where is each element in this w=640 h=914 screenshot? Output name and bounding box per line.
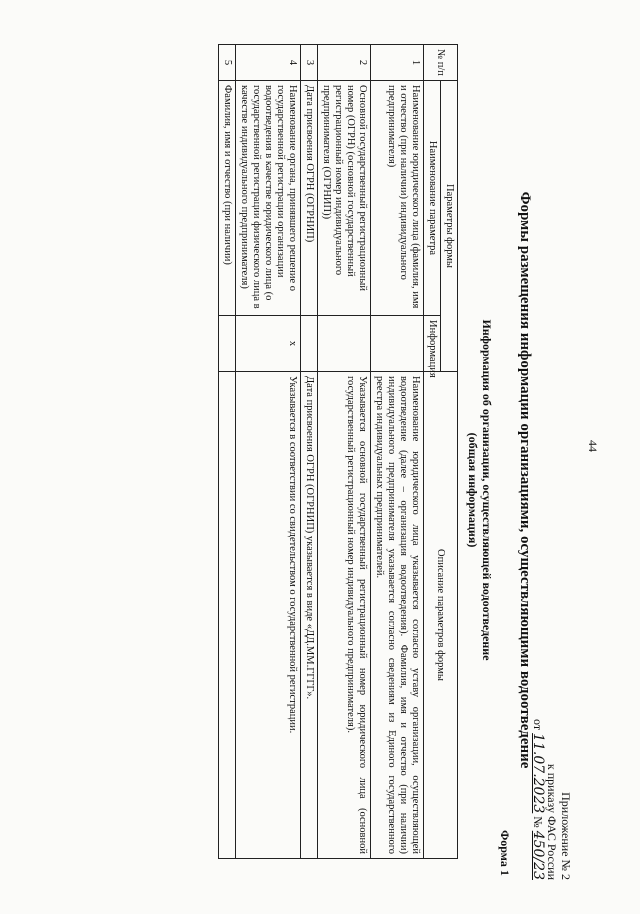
header-num: № п/п <box>424 45 458 81</box>
date-prefix: от <box>531 719 545 731</box>
table-header-row-1 <box>441 45 458 859</box>
table-row <box>318 45 371 859</box>
row-num: 3 <box>301 45 318 81</box>
table-row <box>301 45 318 859</box>
row-info: x <box>236 316 301 372</box>
document-title: Формы размещения информации организациями, осуществляющими водоотведение <box>517 191 533 769</box>
row-info <box>371 316 424 372</box>
row-desc: Указывается основной государственный регистрационный номер юридического лица (основной государственный регистрационный номер индивидуального предпринимателя). <box>318 372 371 859</box>
form-label: Форма 1 <box>498 830 512 876</box>
form-subtitle <box>466 250 494 730</box>
row-name: Фамилия, имя и отчество (при наличии) <box>219 81 236 316</box>
page-number: 44 <box>586 440 600 452</box>
row-name: Основной государственный регистрационный номер (ОГРН) (основной государственный регистрационный номер индивидуального предпринимателя (ОГРНИП)) <box>318 81 371 316</box>
parameters-table <box>218 44 458 859</box>
appendix-block <box>531 700 573 880</box>
row-name: Дата присвоения ОГРН (ОГРНИП) <box>301 81 318 316</box>
row-desc <box>219 372 236 859</box>
header-group: Параметры формы <box>441 81 458 372</box>
appendix-date-number <box>531 700 545 880</box>
header-desc: Описание параметров формы <box>424 372 458 859</box>
row-name: Наименование органа, принявшего решение о государственной регистрации организации водоотведения в качестве юридического лица (о государственной регистрации физического лица в качестве индивидуального предпринимателя) <box>236 81 301 316</box>
subtitle-line-1: Информация об организации, осуществляющей водоотведение <box>480 319 494 661</box>
table-row <box>219 45 236 859</box>
row-info <box>219 316 236 372</box>
table-row <box>371 45 424 859</box>
row-desc: Наименование юридического лица указывается согласно уставу организации, осуществляющей водоотведение (далее – организация водоотведения). Фамилия, имя и отчество (при наличии) индивидуального предпринимателя указывается согласно сведениям из Единого государственного реестра индивидуальных предпринимателей. <box>371 372 424 859</box>
row-info <box>318 316 371 372</box>
header-info: Информация <box>424 316 441 372</box>
row-num: 4 <box>236 45 301 81</box>
handwritten-number: 450/23 <box>530 830 546 880</box>
appendix-line-2: к приказу ФАС России <box>545 763 559 880</box>
row-num: 5 <box>219 45 236 81</box>
handwritten-date: 11.07.2023 <box>530 733 546 814</box>
number-prefix: № <box>531 816 545 828</box>
header-name: Наименование параметра <box>424 81 441 316</box>
row-num: 1 <box>371 45 424 81</box>
appendix-line-1: Приложение № 2 <box>559 792 573 880</box>
row-info <box>301 316 318 372</box>
row-desc: Дата присвоения ОГРН (ОГРНИП) указывается в виде «ДД.ММ.ГГГГ». <box>301 372 318 859</box>
row-name: Наименование юридического лица (фамилия, имя и отчество (при наличии) индивидуального предпринимателя) <box>371 81 424 316</box>
table-row <box>236 45 301 859</box>
row-num: 2 <box>318 45 371 81</box>
subtitle-line-2: (общая информация) <box>466 432 480 548</box>
row-desc: Указывается в соответствии со свидетельством о государственной регистрации. <box>236 372 301 859</box>
